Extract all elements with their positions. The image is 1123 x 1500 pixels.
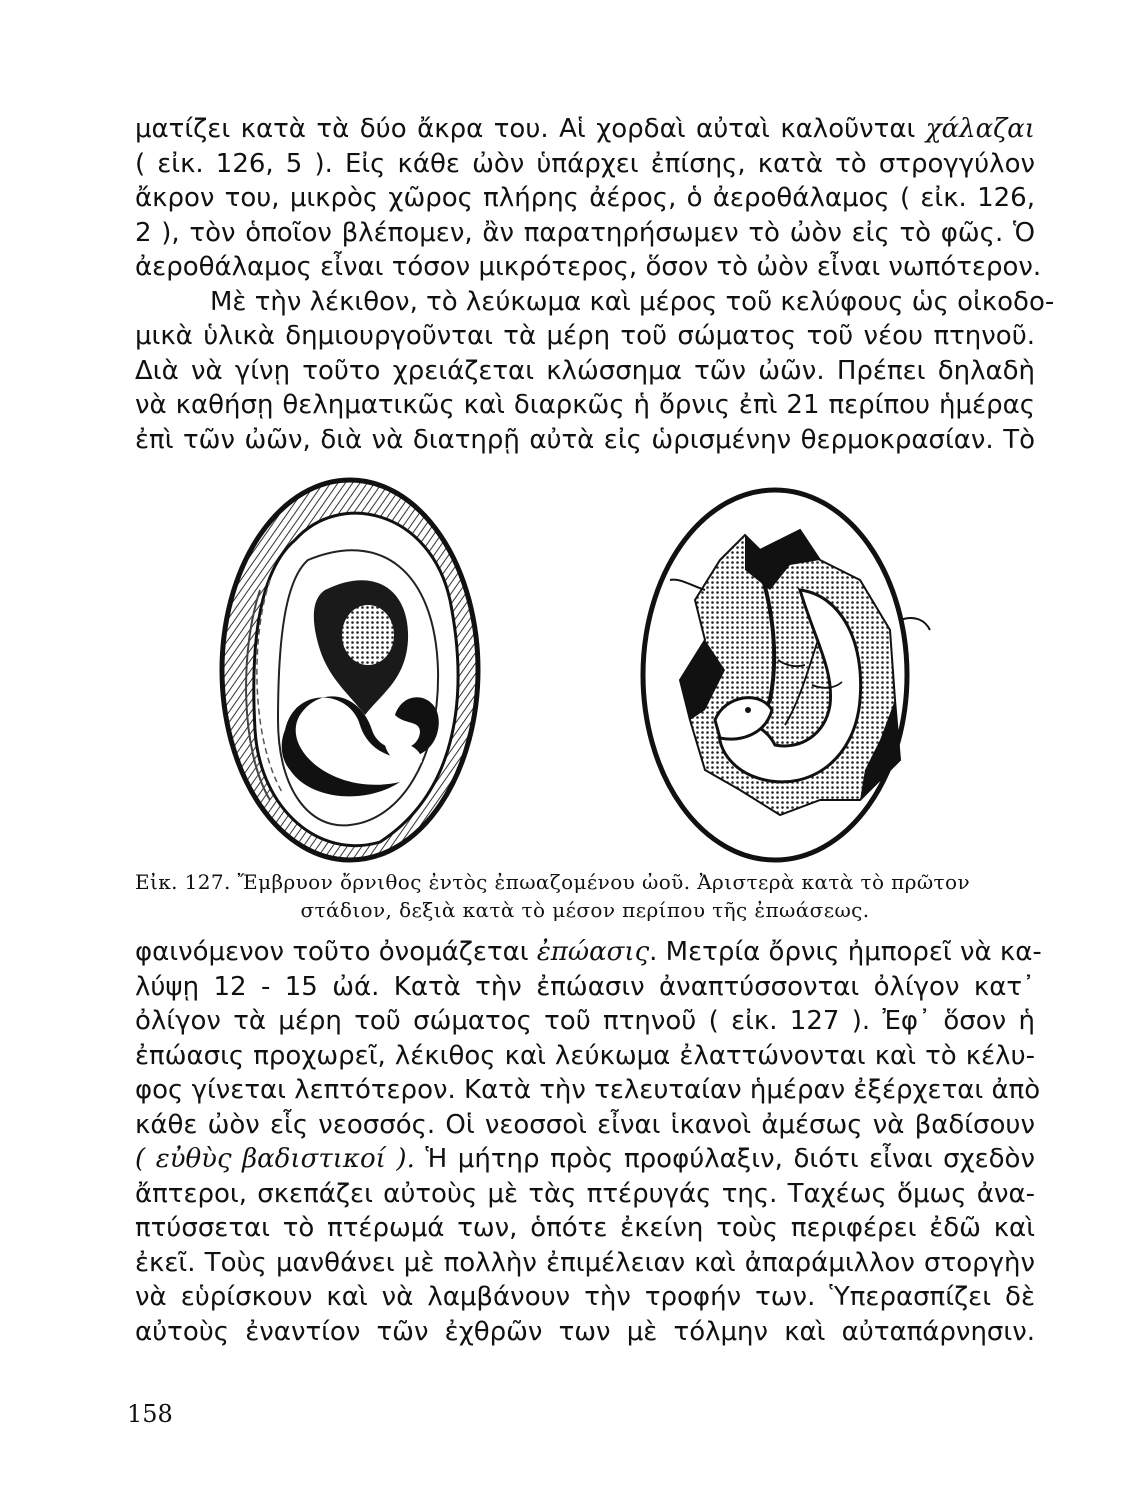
text-line: φαινόμενον τοῦτο ὀνομάζεται ἐπώασις. Μετρία ὄρνις ἠμπορεῖ νὰ κα- bbox=[135, 937, 1042, 967]
bottom-paragraph bbox=[135, 935, 1042, 1349]
text-line: ἀεροθάλαμος εἶναι τόσον μικρότερος, ὅσον τὸ ὠὸν εἶναι νωπότερον. bbox=[135, 252, 1042, 282]
text-line: ἄπτεροι, σκεπάζει αὐτοὺς μὲ τὰς πτέρυγάς της. Ταχέως ὅμως ἀνα- bbox=[135, 1178, 1035, 1209]
text-line: νὰ καθήσῃ θεληματικῶς καὶ διαρκῶς ἡ ὄρνις ἐπὶ 21 περίπου ἡμέρας bbox=[135, 390, 1035, 420]
figure-caption bbox=[135, 868, 1035, 924]
caption-line: στάδιον, δεξιὰ κατὰ τὸ μέσον περίπου τῆς ἐπωάσεως. bbox=[300, 898, 870, 922]
text-line: Μὲ τὴν λέκιθον, τὸ λεύκωμα καὶ μέρος τοῦ κελύφους ὡς οἰκοδο- bbox=[210, 286, 1055, 317]
egg-embryo-illustration bbox=[200, 470, 1060, 870]
text-line: ἐπώασις προχωρεῖ, λέκιθος καὶ λεύκωμα ἐλαττώνονται καὶ τὸ κέλυ- bbox=[135, 1040, 1035, 1071]
text-line: πτύσσεται τὸ πτέρωμά των, ὁπότε ἐκείνη τοὺς περιφέρει ἐδῶ καὶ bbox=[135, 1213, 1035, 1243]
italic-term: ἐπώασις bbox=[536, 937, 650, 967]
text-line: αὐτοὺς ἐναντίον τῶν ἐχθρῶν των μὲ τόλμην καὶ αὐταπάρνησιν. bbox=[135, 1316, 1035, 1347]
text-line: φος γίνεται λεπτότερον. Κατὰ τὴν τελευταίαν ἡμέραν ἐξέρχεται ἀπὸ bbox=[135, 1075, 1041, 1105]
page-number: 158 bbox=[127, 1400, 173, 1428]
text-line: κάθε ὠὸν εἷς νεοσσός. Οἱ νεοσσοὶ εἶναι ἱκανοὶ ἀμέσως νὰ βαδίσουν bbox=[135, 1109, 1035, 1140]
italic-term: ( εὐθὺς βαδιστικοί ). bbox=[135, 1144, 415, 1174]
text-line: ἐκεῖ. Τοὺς μανθάνει μὲ πολλὴν ἐπιμέλειαν καὶ ἀπαράμιλλον στοργὴν bbox=[135, 1247, 1035, 1278]
text-line: Διὰ νὰ γίνῃ τοῦτο χρειάζεται κλώσσημα τῶν ὠῶν. Πρέπει δηλαδὴ bbox=[135, 355, 1035, 386]
text-line: λύψῃ 12 - 15 ὠά. Κατὰ τὴν ἐπώασιν ἀναπτύσσονται ὀλίγον κατ᾽ bbox=[135, 971, 1035, 1002]
right-egg-middle-stage bbox=[643, 490, 930, 860]
text-line: ἄκρον του, μικρὸς χῶρος πλήρης ἀέρος, ὁ ἀεροθάλαμος ( εἰκ. 126, bbox=[135, 183, 1035, 213]
italic-term: χάλαζαι bbox=[925, 114, 1035, 144]
text-line: ματίζει κατὰ τὰ δύο ἄκρα του. Αἱ χορδαὶ αὐταὶ καλοῦνται χάλαζαι bbox=[135, 114, 1035, 144]
top-paragraph bbox=[135, 112, 1055, 457]
left-egg-early-stage bbox=[222, 480, 478, 860]
text-line: ἐπὶ τῶν ὠῶν, διὰ νὰ διατηρῇ αὐτὰ εἰς ὡρισμένην θερμοκρασίαν. Τὸ bbox=[135, 424, 1035, 455]
text-line: ὀλίγον τὰ μέρη τοῦ σώματος τοῦ πτηνοῦ ( εἰκ. 127 ). Ἐφ᾽ ὅσον ἡ bbox=[135, 1006, 1035, 1036]
text-line: 2 ), τὸν ὁποῖον βλέπομεν, ἂν παρατηρήσωμεν τὸ ὠὸν εἰς τὸ φῶς. Ὁ bbox=[135, 217, 1035, 248]
text-line: μικὰ ὑλικὰ δημιουργοῦνται τὰ μέρη τοῦ σώματος τοῦ νέου πτηνοῦ. bbox=[135, 321, 1035, 351]
text-line: νὰ εὑρίσκουν καὶ νὰ λαμβάνουν τὴν τροφήν των. Ὑπερασπίζει δὲ bbox=[135, 1282, 1035, 1312]
text-line: ( εἰκ. 126, 5 ). Εἰς κάθε ὠὸν ὑπάρχει ἐπίσης, κατὰ τὸ στρογγύλον bbox=[135, 148, 1035, 179]
text-line: ( εὐθὺς βαδιστικοί ). Ἡ μήτηρ πρὸς προφύλαξιν, διότι εἶναι σχεδὸν bbox=[135, 1144, 1035, 1174]
caption-line: Εἰκ. 127. Ἔμβρυον ὄρνιθος ἐντὸς ἐπωαζομένου ὠοῦ. Ἀριστερὰ κατὰ τὸ πρῶτον bbox=[135, 870, 971, 894]
